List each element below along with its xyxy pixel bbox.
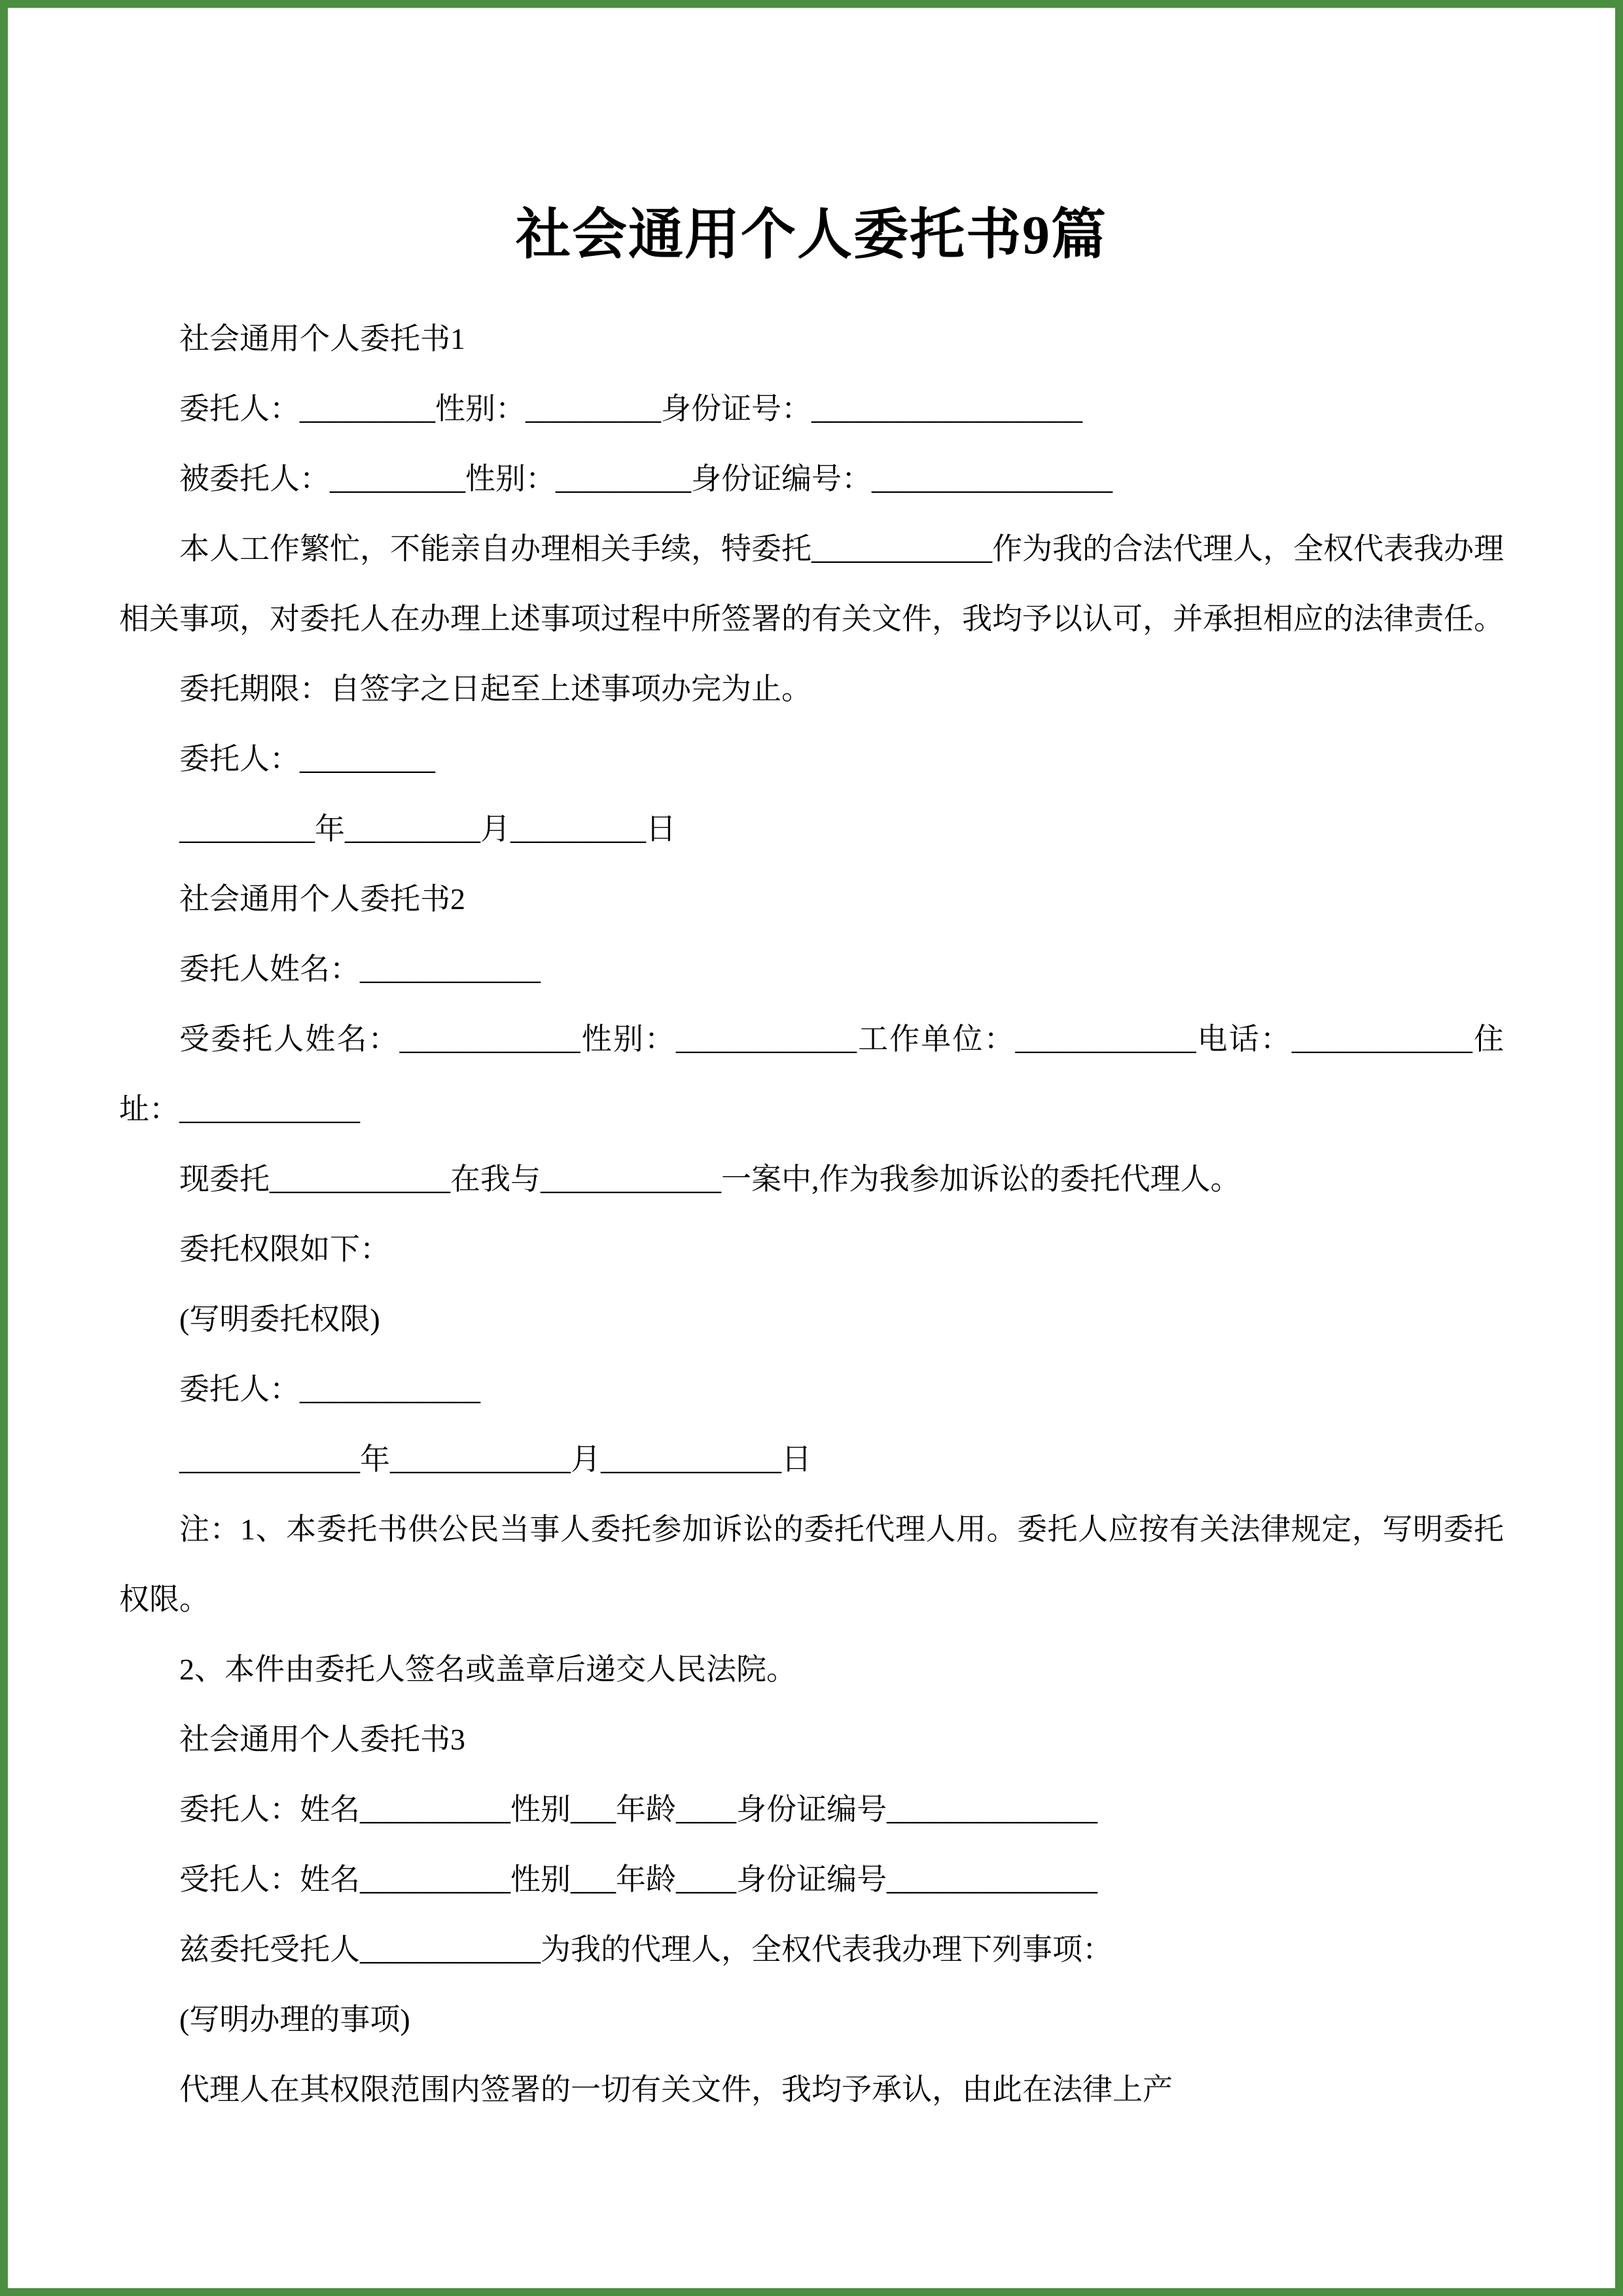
- document-title: 社会通用个人委托书9篇: [515, 205, 1107, 266]
- paragraph: 本人工作繁忙，不能亲自办理相关手续，特委托____________作为我的合法代理人，全权代表我办理相关事项，对委托人在办理上述事项过程中所签署的有关文件，我均予以认可，并承担相应的法律责任。: [119, 531, 1504, 636]
- paragraph: 委托人：_________: [179, 742, 435, 776]
- paragraph: 受托人：姓名__________性别___年龄____身份证编号______________: [179, 1862, 1097, 1896]
- paragraph: 受委托人姓名：____________性别：____________工作单位：____________电话：____________住址：____________: [119, 1022, 1505, 1126]
- paragraph: 委托人：姓名__________性别___年龄____身份证编号______________: [179, 1792, 1097, 1826]
- paragraph: 社会通用个人委托书2: [179, 882, 465, 916]
- paragraph: 注：1、本委托书供公民当事人委托参加诉讼的委托代理人用。委托人应按有关法律规定，写明委托权限。: [119, 1512, 1504, 1616]
- paragraph: 委托权限如下：: [179, 1232, 390, 1266]
- paragraph: 代理人在其权限范围内签署的一切有关文件，我均予承认，由此在法律上产: [179, 2072, 1173, 2106]
- paragraph: (写明委托权限): [179, 1302, 380, 1336]
- paragraph: 委托期限：自签字之日起至上述事项办完为止。: [179, 672, 812, 706]
- paragraph: 社会通用个人委托书1: [179, 321, 465, 355]
- document-body: [119, 304, 1504, 2125]
- paragraph: _________年_________月_________日: [179, 812, 676, 846]
- paragraph: 被委托人：_________性别：_________身份证编号：________________: [179, 461, 1113, 495]
- paragraph: 社会通用个人委托书3: [179, 1722, 465, 1756]
- paragraph: 委托人姓名：____________: [179, 952, 541, 986]
- paragraph: ____________年____________月____________日: [179, 1442, 812, 1476]
- paragraph: 兹委托受托人____________为我的代理人，全权代表我办理下列事项：: [179, 1932, 1113, 1966]
- paragraph: 委托人：____________: [179, 1372, 480, 1406]
- paragraph: (写明办理的事项): [179, 2002, 410, 2036]
- paragraph: 委托人：_________性别：_________身份证号：__________________: [179, 391, 1082, 425]
- paragraph: 2、本件由委托人签名或盖章后递交人民法院。: [179, 1652, 796, 1686]
- paragraph: 现委托____________在我与____________一案中,作为我参加诉讼的委托代理人。: [179, 1162, 1241, 1196]
